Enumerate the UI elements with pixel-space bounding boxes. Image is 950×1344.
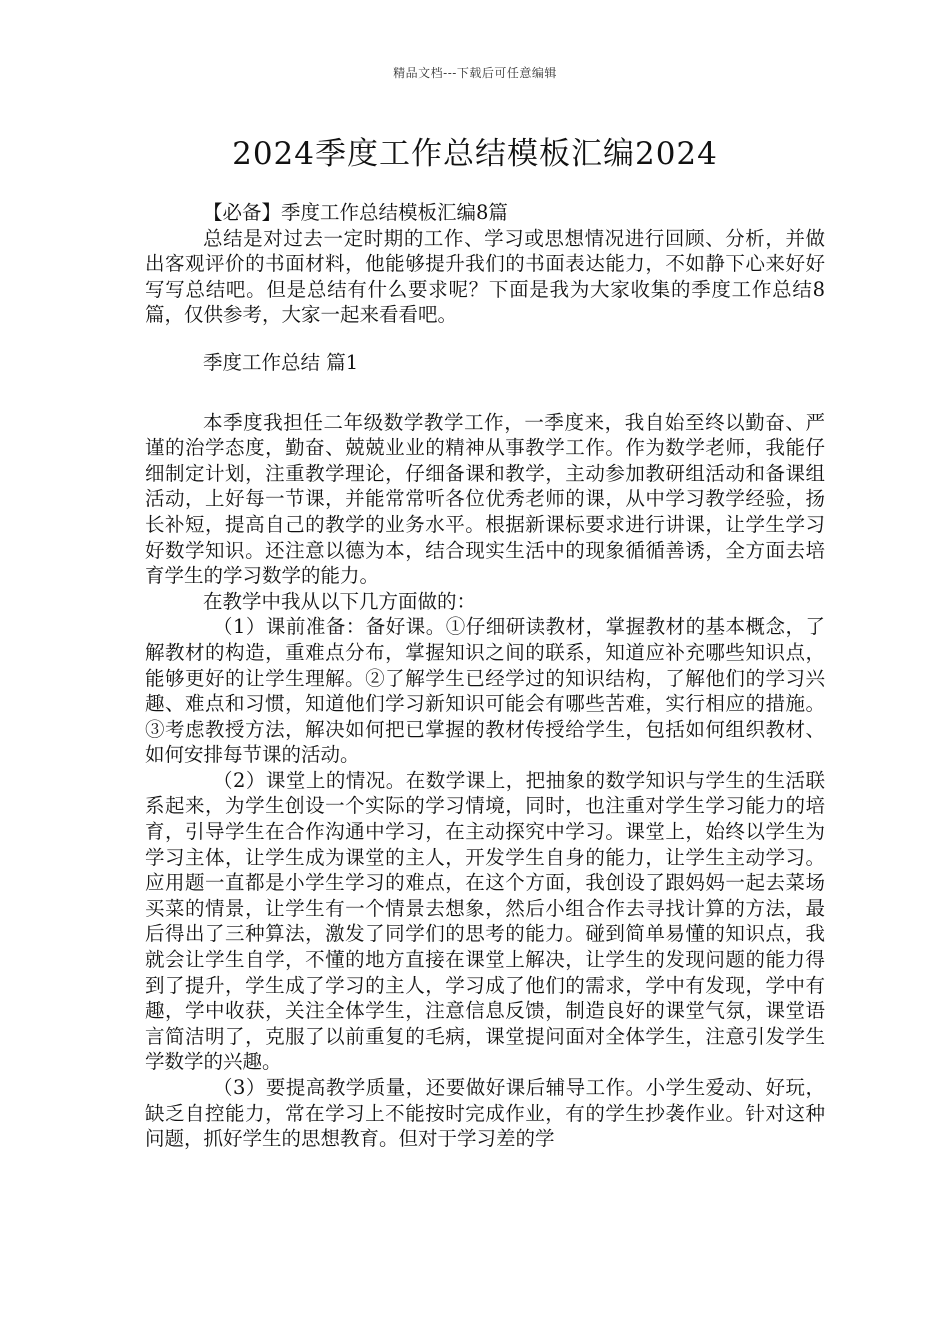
spacer	[145, 376, 825, 410]
section-heading: 季度工作总结 篇1	[203, 350, 359, 374]
document-body	[145, 200, 825, 1152]
body-paragraph: 在教学中我从以下几方面做的：	[203, 589, 477, 613]
body-paragraph: （3）要提高教学质量，还要做好课后辅导工作。小学生爱动、好玩，缺乏自控能力，常在学习上不能按时完成作业，有的学生抄袭作业。针对这种问题，抓好学生的思想教育。但对于学习差的学	[145, 1076, 825, 1151]
spacer	[145, 328, 825, 350]
body-paragraph: 本季度我担任二年级数学教学工作，一季度来，我自始至终以勤奋、严谨的治学态度，勤奋、兢兢业业的精神从事教学工作。作为数学老师，我能仔细制定计划，注重教学理论，仔细备课和教学，主动参加教研组活动和备课组活动，上好每一节课，并能常常听各位优秀老师的课，从中学习教学经验，扬长补短，提高自己的教学的业务水平。根据新课标要求进行讲课，让学生学习好数学知识。还注意以德为本，结合现实生活中的现象循循善诱，全方面去培育学生的学习数学的能力。	[145, 410, 825, 588]
intro-heading: 【必备】季度工作总结模板汇编8篇	[203, 201, 508, 224]
page-header: 精品文档---下载后可任意编辑	[393, 66, 557, 80]
intro-paragraph: 总结是对过去一定时期的工作、学习或思想情况进行回顾、分析，并做出客观评价的书面材料，他能够提升我们的书面表达能力，不如静下心来好好写写总结吧。但是总结有什么要求呢？下面是我为大家收集的季度工作总结8篇，仅供参考，大家一起来看看吧。	[145, 226, 825, 327]
document-title: 2024季度工作总结模板汇编2024	[232, 136, 718, 172]
body-paragraph: （1）课前准备：备好课。①仔细研读教材，掌握教材的基本概念，了解教材的构造，重难点分布，掌握知识之间的联系，知道应补充哪些知识点，能够更好的让学生理解。②了解学生已经学过的知识结构，了解他们的学习兴趣、难点和习惯，知道他们学习新知识可能会有哪些苦难，实行相应的措施。③考虑教授方法，解决如何把已掌握的教材传授给学生，包括如何组织教材、如何安排每节课的活动。	[145, 615, 825, 767]
body-paragraph: （2）课堂上的情况。在数学课上，把抽象的数学知识与学生的生活联系起来，为学生创设一个实际的学习情境，同时，也注重对学生学习能力的培育，引导学生在合作沟通中学习，在主动探究中学习。课堂上，始终以学生为学习主体，让学生成为课堂的主人，开发学生自身的能力，让学生主动学习。应用题一直都是小学生学习的难点，在这个方面，我创设了跟妈妈一起去菜场买菜的情景，让学生有一个情景去想象，然后小组合作去寻找计算的方法，最后得出了三种算法，激发了同学们的思考的能力。碰到简单易懂的知识点，我就会让学生自学，不懂的地方直接在课堂上解决，让学生的发现问题的能力得到了提升，学生成了学习的主人，学习成了他们的需求，学中有发现，学中有趣，学中收获，关注全体学生，注意信息反馈，制造良好的课堂气氛，课堂语言简洁明了，克服了以前重复的毛病，课堂提问面对全体学生，注意引发学生学数学的兴趣。	[145, 768, 825, 1074]
